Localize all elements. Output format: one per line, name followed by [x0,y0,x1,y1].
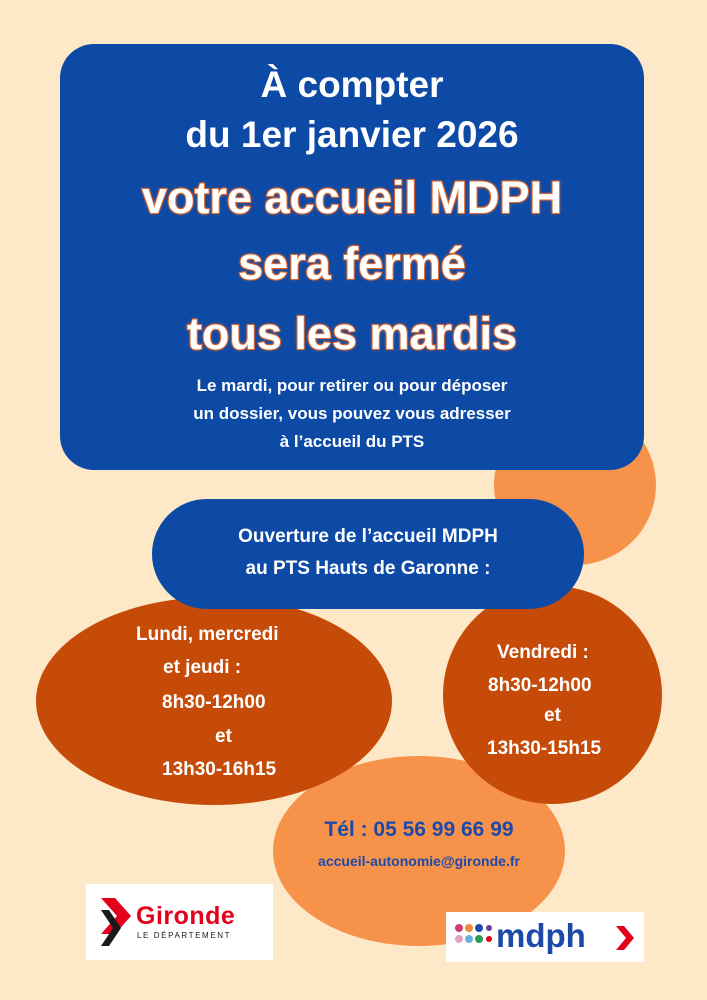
headline-line-4: sera fermé [238,238,466,289]
mdph-dots-icon [454,923,492,951]
friday-and: et [544,705,561,726]
email-link[interactable]: accueil-autonomie@gironde.fr [318,853,520,869]
gironde-logo [86,884,273,960]
weekdays-days-1: Lundi, mercredi [136,624,279,645]
note-line-1: Le mardi, pour retirer ou pour déposer [196,376,508,395]
weekdays-and: et [215,726,232,747]
announcement-panel [60,44,644,470]
gironde-chevron-icon [101,898,131,946]
opening-line-2: au PTS Hauts de Garonne : [245,558,491,579]
note-line-3: à l’accueil du PTS [279,432,425,451]
weekdays-days-2: et jeudi : [163,657,242,678]
weekdays-morning: 8h30-12h00 [162,692,266,713]
friday-afternoon: 13h30-15h15 [487,738,602,759]
note-line-2: un dossier, vous pouvez vous adresser [193,404,511,423]
headline-line-1: À compter [260,64,444,105]
schedule-weekdays [36,597,392,805]
opening-line-1: Ouverture de l’accueil MDPH [238,526,498,547]
opening-pill [152,499,584,609]
friday-day: Vendredi : [497,642,589,663]
phone-number[interactable]: Tél : 05 56 99 66 99 [324,818,514,841]
weekdays-afternoon: 13h30-16h15 [162,759,277,780]
mdph-logo [446,912,644,962]
headline-line-3: votre accueil MDPH [141,172,563,223]
headline-line-5: tous les mardis [186,308,518,359]
gironde-name: Gironde [136,902,236,930]
friday-morning: 8h30-12h00 [488,675,592,696]
mdph-name: mdph [496,917,586,954]
headline-line-2: du 1er janvier 2026 [185,114,519,155]
schedule-friday [443,586,662,804]
mdph-chevron-icon [616,926,634,950]
gironde-subtitle: LE DÉPARTEMENT [137,931,232,940]
